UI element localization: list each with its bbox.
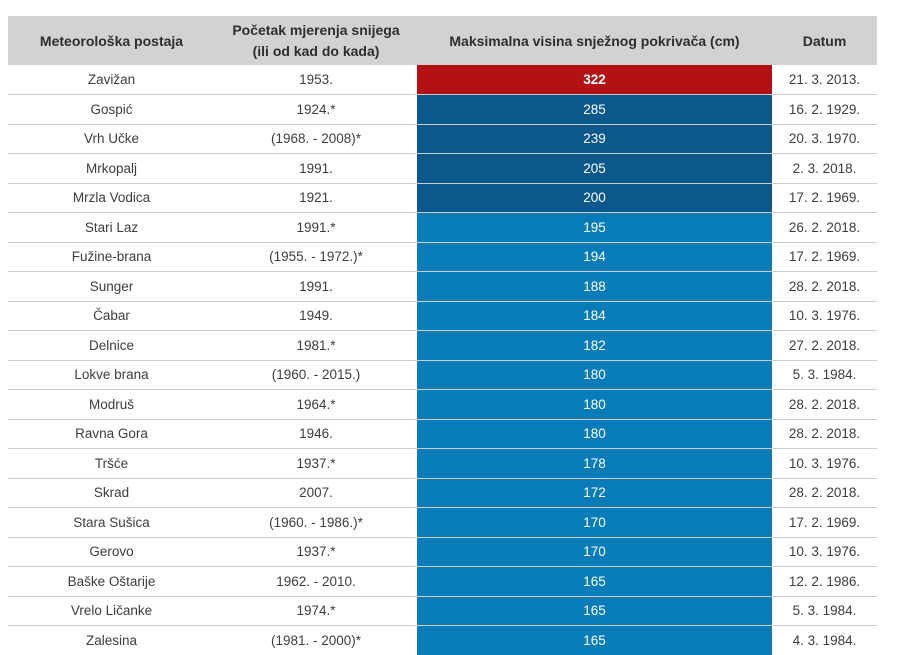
station-cell: Zalesina bbox=[85, 633, 138, 648]
value-cell: 170 bbox=[417, 508, 772, 538]
period-cell: 1964.* bbox=[215, 390, 417, 420]
header-date: Datum bbox=[772, 16, 877, 65]
station-cell: Ravna Gora bbox=[8, 419, 215, 449]
station-cell: Stari Laz bbox=[8, 213, 215, 243]
station-cell: Lokve brana bbox=[8, 360, 215, 390]
value-cell: 172 bbox=[417, 478, 772, 508]
period-cell: 1953. bbox=[215, 65, 417, 95]
period-cell: (1968. - 2008)* bbox=[215, 124, 417, 154]
station-cell: Fužine-brana bbox=[8, 242, 215, 272]
period-cell: 2007. bbox=[215, 478, 417, 508]
period-cell: 1991. bbox=[215, 272, 417, 302]
station-cell: Delnice bbox=[8, 331, 215, 361]
date-cell: 5. 3. 1984. bbox=[772, 596, 877, 626]
date-cell: 2. 3. 2018. bbox=[772, 154, 877, 184]
date-cell: 28. 2. 2018. bbox=[772, 272, 877, 302]
value-cell: 182 bbox=[417, 331, 772, 361]
header-station: Meteorološka postaja bbox=[8, 16, 215, 65]
period-cell: (1981. - 2000)* bbox=[270, 633, 362, 648]
period-cell: 1924.* bbox=[215, 95, 417, 125]
date-cell: 10. 3. 1976. bbox=[772, 449, 877, 479]
station-cell: Gospić bbox=[8, 95, 215, 125]
period-cell: (1960. - 1986.)* bbox=[215, 508, 417, 538]
table-row bbox=[8, 478, 877, 508]
snow-data-table-container bbox=[8, 16, 877, 655]
date-cell: 17. 2. 1969. bbox=[772, 183, 877, 213]
header-max-height: Maksimalna visina snježnog pokrivača (cm) bbox=[417, 16, 772, 65]
date-cell: 28. 2. 2018. bbox=[772, 478, 877, 508]
table-row bbox=[8, 65, 877, 95]
snow-max-height-table bbox=[8, 16, 877, 655]
value-cell: 180 bbox=[417, 360, 772, 390]
station-cell: Čabar bbox=[8, 301, 215, 331]
table-header bbox=[8, 16, 877, 65]
table-row bbox=[8, 596, 877, 626]
date-cell: 28. 2. 2018. bbox=[772, 419, 877, 449]
value-cell: 188 bbox=[417, 272, 772, 302]
period-cell: 1991. bbox=[215, 154, 417, 184]
station-cell: Gerovo bbox=[8, 537, 215, 567]
table-row bbox=[8, 567, 877, 597]
date-cell: 28. 2. 2018. bbox=[772, 390, 877, 420]
table-row bbox=[8, 213, 877, 243]
date-cell: 10. 3. 1976. bbox=[772, 301, 877, 331]
period-cell: 1946. bbox=[215, 419, 417, 449]
table-row bbox=[8, 419, 877, 449]
value-cell: 194 bbox=[417, 242, 772, 272]
date-cell: 26. 2. 2018. bbox=[772, 213, 877, 243]
station-cell: Stara Sušica bbox=[8, 508, 215, 538]
date-cell: 20. 3. 1970. bbox=[772, 124, 877, 154]
table-row bbox=[8, 360, 877, 390]
value-cell: 165 bbox=[417, 596, 772, 626]
station-cell: Baške Oštarije bbox=[8, 567, 215, 597]
value-cell: 200 bbox=[417, 183, 772, 213]
table-row bbox=[8, 272, 877, 302]
period-cell: 1991.* bbox=[215, 213, 417, 243]
station-cell: Vrelo Ličanke bbox=[8, 596, 215, 626]
value-cell: 180 bbox=[417, 419, 772, 449]
value-cell: 165 bbox=[417, 567, 772, 597]
header-period-line2: (ili od kad do kada) bbox=[252, 42, 380, 59]
station-cell: Skrad bbox=[8, 478, 215, 508]
table-row bbox=[8, 331, 877, 361]
station-cell: Mrzla Vodica bbox=[8, 183, 215, 213]
table-row bbox=[8, 183, 877, 213]
table-row bbox=[8, 449, 877, 479]
period-cell: 1921. bbox=[215, 183, 417, 213]
date-cell: 10. 3. 1976. bbox=[772, 537, 877, 567]
date-cell: 17. 2. 1969. bbox=[772, 242, 877, 272]
table-body bbox=[8, 65, 877, 655]
value-cell: 178 bbox=[417, 449, 772, 479]
date-cell: 5. 3. 1984. bbox=[772, 360, 877, 390]
period-cell: 1962. - 2010. bbox=[215, 567, 417, 597]
value-cell: 195 bbox=[417, 213, 772, 243]
table-row bbox=[8, 508, 877, 538]
value-cell: 184 bbox=[417, 301, 772, 331]
station-cell: Mrkopalj bbox=[8, 154, 215, 184]
period-cell: 1949. bbox=[215, 301, 417, 331]
header-row bbox=[8, 16, 877, 65]
date-cell: 12. 2. 1986. bbox=[772, 567, 877, 597]
period-cell: 1937.* bbox=[215, 449, 417, 479]
date-cell: 16. 2. 1929. bbox=[772, 95, 877, 125]
table-row bbox=[8, 626, 877, 655]
value-cell: 285 bbox=[417, 95, 772, 125]
value-cell: 165 bbox=[417, 626, 772, 655]
date-cell: 21. 3. 2013. bbox=[772, 65, 877, 95]
date-cell: 4. 3. 1984. bbox=[792, 633, 857, 648]
value-cell: 180 bbox=[417, 390, 772, 420]
date-cell: 27. 2. 2018. bbox=[772, 331, 877, 361]
period-cell: 1974.* bbox=[215, 596, 417, 626]
period-cell: 1981.* bbox=[215, 331, 417, 361]
table-row bbox=[8, 154, 877, 184]
header-period bbox=[215, 16, 417, 65]
value-cell: 170 bbox=[417, 537, 772, 567]
value-cell: 205 bbox=[417, 154, 772, 184]
value-cell: 322 bbox=[417, 65, 772, 95]
station-cell: Sunger bbox=[8, 272, 215, 302]
value-cell: 239 bbox=[417, 124, 772, 154]
table-row bbox=[8, 537, 877, 567]
station-cell: Modruš bbox=[8, 390, 215, 420]
table-row bbox=[8, 301, 877, 331]
period-cell: (1960. - 2015.) bbox=[215, 360, 417, 390]
period-cell: 1937.* bbox=[215, 537, 417, 567]
station-cell: Tršće bbox=[8, 449, 215, 479]
date-cell: 17. 2. 1969. bbox=[772, 508, 877, 538]
station-cell: Vrh Učke bbox=[8, 124, 215, 154]
table-row bbox=[8, 390, 877, 420]
table-row bbox=[8, 95, 877, 125]
header-period-line1: Početak mjerenja snijega bbox=[232, 21, 400, 38]
period-cell: (1955. - 1972.)* bbox=[215, 242, 417, 272]
table-row bbox=[8, 124, 877, 154]
station-cell: Zavižan bbox=[8, 65, 215, 95]
table-row bbox=[8, 242, 877, 272]
